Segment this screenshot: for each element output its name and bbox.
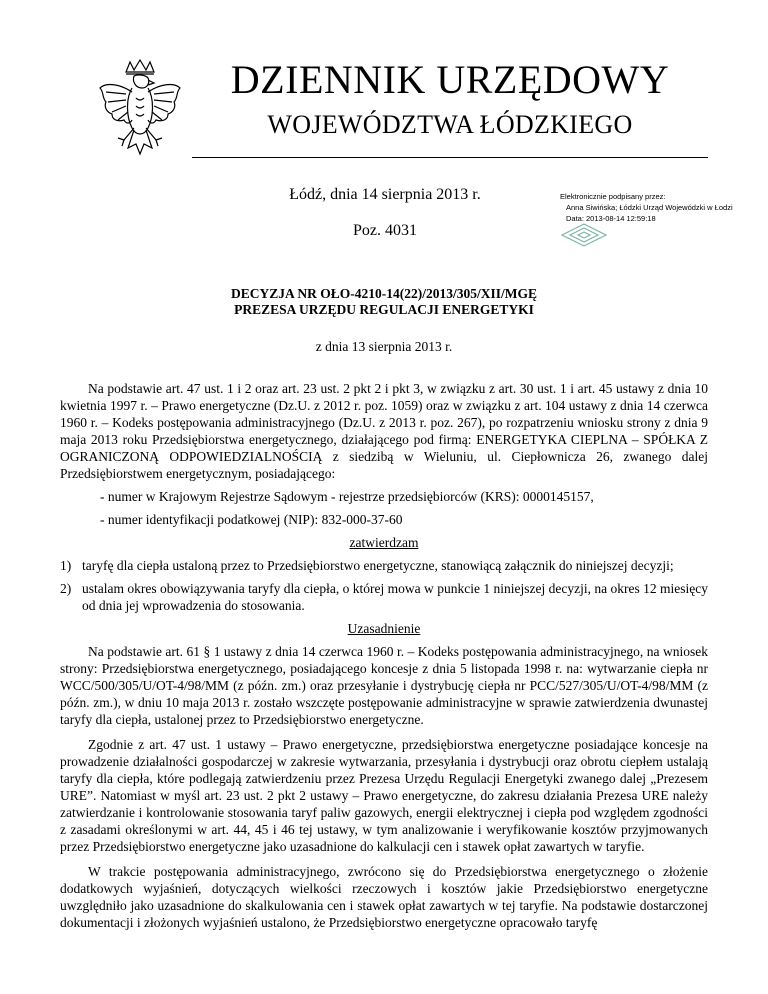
signature-line-1: Elektronicznie podpisany przez: bbox=[560, 192, 666, 201]
decision-heading bbox=[60, 286, 708, 318]
decision-items bbox=[60, 557, 708, 614]
publication-date: Łódź, dnia 14 sierpnia 2013 r. bbox=[289, 186, 481, 203]
gazette-title: DZIENNIK URZĘDOWY bbox=[230, 57, 670, 102]
justification-paragraph-1: Na podstawie art. 61 § 1 ustawy z dnia 14 czerwca 1960 r. – Kodeks postępowania administracyjnego, na wniosek strony: Przedsiębiorstwa energetycznego, posiadającego koncesje z dnia 5 listopada 1998 r. na: wytwarzanie ciepła nr WCC/500/305/U/OT-4/98/MM (z późn. zm.) oraz przesyłanie i dystrybucję ciepła nr PCC/527/305/U/OT-4/98/MM (z późn. zm.), w dniu 10 maja 2013 r. zostało wszczęte postępowanie administracyjne w sprawie zatwierdzenia dwunastej taryfy dla ciepła, ustalonej przez to Przedsiębiorstwo energetyczne. bbox=[60, 644, 708, 727]
justification-paragraph-3: W trakcie postępowania administracyjnego, zwrócono się do Przedsiębiorstwa energetycznego o złożenie dodatkowych wyjaśnień, dotyczących wielkości rzeczowych i kosztów jakie Przedsiębiorstwo energetyczne uwzględniło jako uzasadnione do skalkulowania cen i stawek opłat zawartych w tej taryfie. Na podstawie dostarczonej dokumentacji i złożonych wyjaśnień ustalono, że Przedsiębiorstwo energetyczne opracowało taryfę bbox=[60, 864, 708, 930]
decision-date: z dnia 13 sierpnia 2013 r. bbox=[315, 339, 453, 354]
electronic-signature bbox=[560, 191, 735, 224]
justification-paragraph-2: Zgodnie z art. 47 ust. 1 ustawy – Prawo energetyczne, przedsiębiorstwa energetyczne posiadające koncesje na prowadzenie działalności gospodarczej w zakresie wytwarzania, przesyłania i dystrybucji oraz obrotu ciepłem ustalają taryfy dla ciepła, które podlegają zatwierdzeniu przez Prezesa Urzędu Regulacji Energetyki zwanego dalej „Prezesem URE”. Natomiast w myśl art. 23 ust. 2 pkt 2 ustawy – Prawo energetyczne, do zakresu działania Prezesa URE należy zatwierdzanie i kontrolowanie stosowania taryf paliw gazowych, energii elektrycznej i ciepła pod względem zgodności z zasadami określonymi w art. 44, 45 i 46 tej ustawy, w tym analizowanie i weryfikowanie kosztów przyjmowanych przez Przedsiębiorstwo energetyczne jako uzasadnione do kalkulacji cen i stawek opłat zawartych w taryfie. bbox=[60, 737, 708, 854]
krs-number: - numer w Krajowym Rejestrze Sądowym - rejestrze przedsiębiorców (KRS): 0000145157, bbox=[100, 489, 594, 504]
decision-item-2: 2) ustalam okres obowiązywania taryfy dla ciepła, o której mowa w punkcie 1 niniejszej decyzji, na okres 12 miesięcy od dnia jej wprowadzenia do stosowania. bbox=[60, 581, 708, 613]
decision-item-1: 1) taryfę dla ciepła ustaloną przez to Przedsiębiorstwo energetyczne, stanowiącą załącznik do niniejszej decyzji; bbox=[60, 558, 674, 573]
gazette-subtitle: WOJEWÓDZTWA ŁÓDZKIEGO bbox=[267, 110, 633, 139]
position-number: Poz. 4031 bbox=[353, 222, 417, 239]
decision-authority: PREZESA URZĘDU REGULACJI ENERGETYKI bbox=[234, 302, 534, 317]
signature-stamp-icon bbox=[558, 222, 610, 248]
decision-body bbox=[60, 380, 708, 931]
justification-heading: Uzasadnienie bbox=[347, 621, 421, 636]
signature-line-3: Data: 2013-08-14 12:59:18 bbox=[566, 214, 656, 223]
header-divider bbox=[192, 157, 708, 158]
approve-heading: zatwierdzam bbox=[349, 535, 419, 550]
intro-paragraph: Na podstawie art. 47 ust. 1 i 2 oraz art. 23 ust. 2 pkt 2 i pkt 3, w związku z art. 30 ust. 1 i art. 45 ustawy z dnia 10 kwietnia 1997 r. – Prawo energetyczne (Dz.U. z 2012 r. poz. 1059) oraz w związku z art. 104 ustawy z dnia 14 czerwca 1960 r. – Kodeks postępowania administracyjnego (Dz.U. z 2013 r. poz. 267), po rozpatrzeniu wniosku strony z dnia 9 maja 2013 roku Przedsiębiorstwa energetycznego, działającego pod firmą: ENERGETYKA CIEPLNA – SPÓŁKA Z OGRANICZONĄ ODPOWIEDZIALNOŚCIĄ z siedzibą w Wieluniu, ul. Ciepłownicza 26, zwanego dalej Przedsiębiorstwem energetycznym, posiadającego: bbox=[60, 381, 708, 481]
white-eagle-emblem-icon bbox=[96, 58, 184, 166]
nip-number: - numer identyfikacji podatkowej (NIP): 832-000-37-60 bbox=[100, 512, 403, 527]
decision-number: DECYZJA NR OŁO-4210-14(22)/2013/305/XII/MGĘ bbox=[230, 286, 537, 301]
signature-line-2: Anna Siwińska; Łódzki Urząd Wojewódzki w Łodzi bbox=[566, 203, 733, 212]
